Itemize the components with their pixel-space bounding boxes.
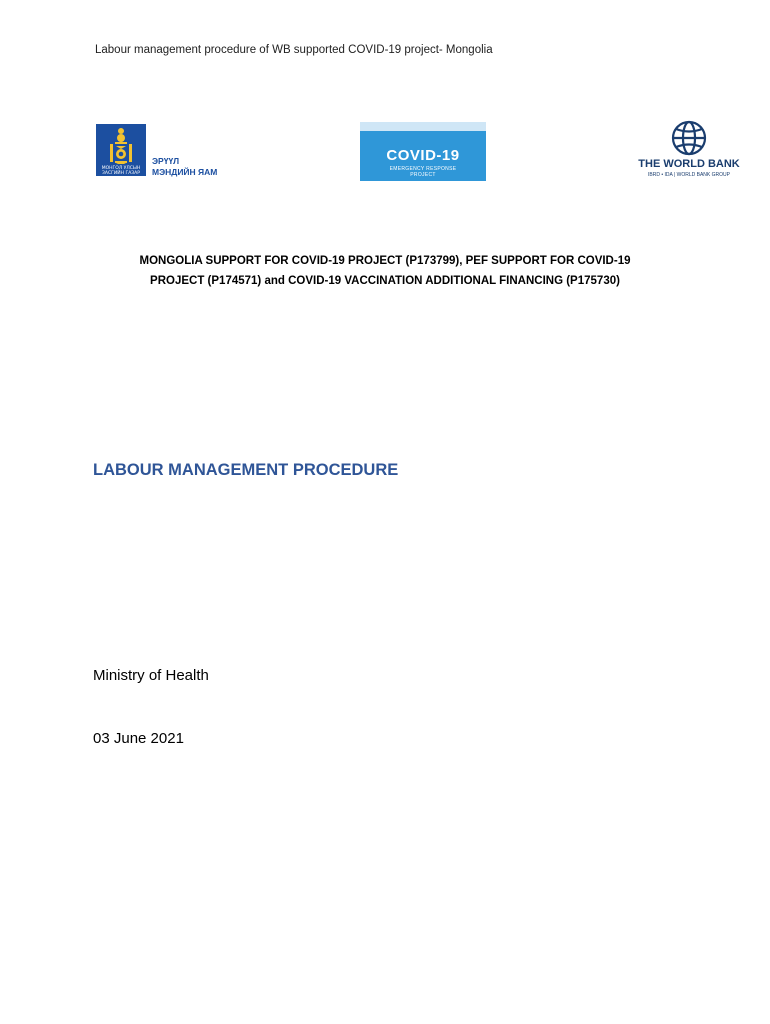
world-bank-title: THE WORLD BANK [638,158,740,170]
covid-logo-subtitle-line2: PROJECT [410,172,436,178]
covid-project-logo [360,122,486,181]
svg-text:ЗАСГИЙН ГАЗАР: ЗАСГИЙН ГАЗАР [102,171,140,176]
project-title-line2: PROJECT (P174571) and COVID-19 VACCINATION ADDITIONAL FINANCING (P175730) [150,275,620,287]
covid-logo-topbar [360,122,486,131]
world-bank-subtitle: IBRD • IDA | WORLD BANK GROUP [648,172,730,178]
globe-icon [634,120,744,158]
covid-logo-subtitle [360,166,486,178]
world-bank-logo [634,120,744,182]
document-title: LABOUR MANAGEMENT PROCEDURE [93,461,399,479]
project-title [95,251,675,291]
document-date: 03 June 2021 [93,730,184,747]
svg-text:МОНГОЛ УЛСЫН: МОНГОЛ УЛСЫН [101,166,141,171]
ministry-logo-text [152,156,217,178]
project-title-line1: MONGOLIA SUPPORT FOR COVID-19 PROJECT (P173799), PEF SUPPORT FOR COVID-19 [139,255,631,267]
soyombo-emblem-icon [96,124,146,176]
ministry-logo [96,124,226,180]
ministry-logo-line1: ЭРҮҮЛ [152,156,180,166]
organization-name: Ministry of Health [93,667,209,684]
covid-logo-title: COVID-19 [386,147,460,164]
running-header: Labour management procedure of WB supported COVID-19 project- Mongolia [95,44,493,56]
covid-logo-subtitle-line1: EMERGENCY RESPONSE [389,166,457,172]
ministry-logo-line2: МЭНДИЙН ЯАМ [152,167,218,177]
